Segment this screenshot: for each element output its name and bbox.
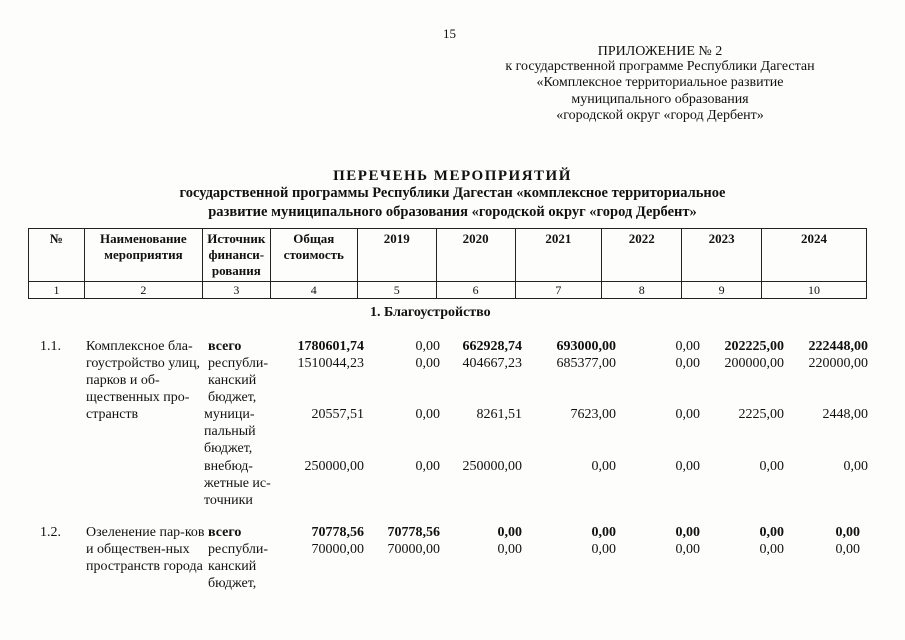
value-2021: 7623,00	[570, 407, 616, 422]
value-total: 20557,51	[311, 407, 364, 422]
header-cell: Наименование мероприятия	[84, 229, 202, 282]
column-number: 2	[84, 282, 202, 299]
section-heading: 1. Благоустройство	[370, 305, 491, 320]
item-number: 1.1.	[40, 339, 61, 354]
header-cell: Источник финанси-рования	[202, 229, 270, 282]
source-label: всего	[208, 339, 242, 354]
value-2020: 8261,51	[476, 407, 522, 422]
value-2023: 0,00	[759, 459, 784, 474]
value-2020: 0,00	[497, 525, 522, 540]
value-2022: 0,00	[675, 407, 700, 422]
item-number: 1.2.	[40, 525, 61, 540]
page-number: 15	[443, 26, 456, 41]
value-2023: 0,00	[759, 525, 784, 540]
value-2023: 200000,00	[724, 356, 784, 371]
header-cell: 2022	[602, 229, 682, 282]
column-number: 1	[29, 282, 85, 299]
column-number: 10	[762, 282, 867, 299]
value-2024: 2448,00	[822, 407, 868, 422]
header-cell: 2023	[682, 229, 762, 282]
source-label: республи-канский бюджет,	[208, 356, 268, 405]
column-number: 3	[202, 282, 270, 299]
source-label: республи-канский бюджет,	[208, 542, 268, 591]
column-number: 9	[682, 282, 762, 299]
value-total: 70778,56	[311, 525, 364, 540]
value-2024: 220000,00	[808, 356, 868, 371]
appendix-line-4: муниципального образования	[571, 92, 749, 107]
appendix-line-5: «городской округ «город Дербент»	[556, 108, 764, 123]
value-2022: 0,00	[675, 356, 700, 371]
appendix-line-1: ПРИЛОЖЕНИЕ № 2	[597, 44, 723, 59]
value-2020: 662928,74	[462, 339, 522, 354]
column-number: 7	[515, 282, 602, 299]
value-2019: 70778,56	[387, 525, 440, 540]
value-2024: 0,00	[835, 525, 860, 540]
column-number: 8	[602, 282, 682, 299]
header-cell: 2019	[357, 229, 436, 282]
value-total: 1510044,23	[297, 356, 364, 371]
value-2020: 0,00	[497, 542, 522, 557]
value-2019: 0,00	[415, 356, 440, 371]
column-number: 6	[436, 282, 515, 299]
item-name: Озеленение пар-ков и обществен-ных пространств города	[86, 525, 205, 574]
value-2021: 693000,00	[556, 339, 616, 354]
source-label: муници-пальный бюджет,	[204, 407, 256, 456]
value-2021: 0,00	[591, 542, 616, 557]
value-2023: 2225,00	[738, 407, 784, 422]
value-2022: 0,00	[675, 542, 700, 557]
value-2024: 0,00	[843, 459, 868, 474]
value-2020: 250000,00	[462, 459, 522, 474]
item-name: Комплексное бла-гоустройство улиц, парков и об-щественных про-странств	[86, 339, 201, 422]
source-label: всего	[208, 525, 242, 540]
value-2023: 0,00	[759, 542, 784, 557]
value-2023: 202225,00	[724, 339, 784, 354]
table-header	[28, 228, 867, 299]
value-2019: 0,00	[415, 459, 440, 474]
document-title: ПЕРЕЧЕНЬ МЕРОПРИЯТИЙ	[333, 168, 572, 184]
value-2021: 685377,00	[556, 356, 616, 371]
appendix-line-3: «Комплексное территориальное развитие	[536, 75, 784, 90]
value-total: 1780601,74	[297, 339, 364, 354]
column-number: 5	[357, 282, 436, 299]
header-cell: 2024	[762, 229, 867, 282]
value-2020: 404667,23	[462, 356, 522, 371]
value-2024: 0,00	[835, 542, 860, 557]
value-2021: 0,00	[591, 525, 616, 540]
value-2019: 0,00	[415, 407, 440, 422]
value-2019: 70000,00	[387, 542, 440, 557]
appendix-line-2: к государственной программе Республики Дагестан	[505, 59, 815, 74]
value-2022: 0,00	[675, 339, 700, 354]
value-2019: 0,00	[415, 339, 440, 354]
value-total: 250000,00	[304, 459, 364, 474]
value-2022: 0,00	[675, 459, 700, 474]
header-cell: №	[29, 229, 85, 282]
value-total: 70000,00	[311, 542, 364, 557]
value-2021: 0,00	[591, 459, 616, 474]
column-number: 4	[270, 282, 357, 299]
header-cell: 2021	[515, 229, 602, 282]
header-cell: 2020	[436, 229, 515, 282]
document-subtitle-2: развитие муниципального образования «городской округ «город Дербент»	[208, 204, 697, 220]
value-2024: 222448,00	[808, 339, 868, 354]
source-label: внебюд-жетные ис-точники	[204, 459, 271, 508]
document-subtitle-1: государственной программы Республики Дагестан «комплексное территориальное	[179, 185, 726, 201]
value-2022: 0,00	[675, 525, 700, 540]
header-cell: Общая стоимость	[270, 229, 357, 282]
